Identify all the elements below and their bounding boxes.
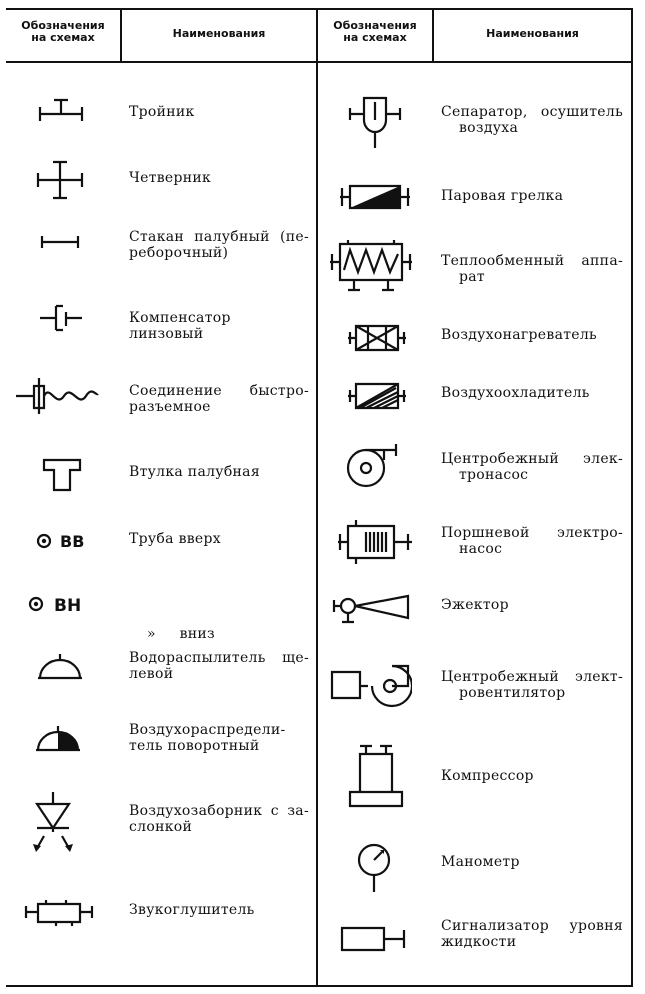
header-name-left: Наименования xyxy=(172,27,266,40)
table-bottom-border xyxy=(6,985,633,987)
heat-exchanger-icon xyxy=(328,236,414,298)
compressor-icon xyxy=(346,744,406,814)
left-name-1: Тройник xyxy=(129,104,195,120)
left-name-4: Компенсатор линзовый xyxy=(129,310,231,342)
level-alarm-icon xyxy=(340,920,412,962)
pipe-up-icon xyxy=(34,528,90,558)
air-cooler-icon xyxy=(346,378,408,418)
piston-pump-icon xyxy=(336,518,414,570)
left-name-5: Соединение быстро- разъемное xyxy=(129,383,309,415)
steam-heater-icon xyxy=(338,180,412,218)
right-name-10: Компрессор xyxy=(441,768,534,784)
air-intake-icon xyxy=(28,790,78,858)
header-symbol-left: Обозначения на схемах xyxy=(21,19,105,44)
left-name-7: Труба вверх xyxy=(129,531,221,547)
rotary-distributor-icon xyxy=(32,724,84,760)
header-symbol-right: Обозначения на схемах xyxy=(333,19,417,44)
right-name-4: Воздухонагреватель xyxy=(441,327,597,343)
deck-cup-icon xyxy=(38,230,82,258)
air-heater-icon xyxy=(346,320,408,360)
table-top-border xyxy=(6,8,633,10)
manometer-icon xyxy=(356,842,396,898)
left-name-8: » вниз xyxy=(147,626,215,642)
right-name-1: Сепаратор, осушитель воздуха xyxy=(441,104,623,136)
left-name-6: Втулка палубная xyxy=(129,464,260,480)
header-bottom-border xyxy=(6,61,633,63)
right-name-7: Поршневой электро- насос xyxy=(441,525,623,557)
right-name-2: Паровая грелка xyxy=(441,188,564,204)
table-right-border xyxy=(631,8,633,987)
centrifugal-fan-icon xyxy=(328,656,412,718)
left-name-11: Воздухозаборник с за- слонкой xyxy=(129,803,309,835)
left-name-10: Воздухораспредели- тель поворотный xyxy=(129,722,286,754)
left-name-12: Звукоглушитель xyxy=(129,902,255,918)
header-name-right: Наименования xyxy=(486,27,579,40)
right-name-12: Сигнализатор уровня жидкости xyxy=(441,918,623,950)
separator-icon xyxy=(348,92,402,154)
pipe-down-glyph: ВН xyxy=(54,596,82,616)
deck-sleeve-icon xyxy=(40,456,84,498)
left-name-3: Стакан палубный (пе- реборочный) xyxy=(129,229,309,261)
right-name-3: Теплообменный аппа- рат xyxy=(441,253,623,285)
right-name-6: Центробежный элек- тронасос xyxy=(441,451,623,483)
slot-sprayer-icon xyxy=(34,650,86,690)
left-name-9: Водораспылитель ще- левой xyxy=(129,650,309,682)
left-name-2: Четверник xyxy=(129,170,212,186)
lens-compensator-icon xyxy=(36,296,88,340)
silencer-icon xyxy=(24,896,96,932)
col-divider-center xyxy=(316,8,318,987)
right-name-11: Манометр xyxy=(441,854,520,870)
quick-connector-icon xyxy=(14,374,100,422)
ejector-icon xyxy=(332,592,416,632)
pipe-up-glyph: ВВ xyxy=(60,532,85,551)
cross-icon xyxy=(34,158,86,206)
centrifugal-pump-icon xyxy=(346,442,404,496)
tee-icon xyxy=(36,96,86,136)
pipe-down-icon xyxy=(24,590,88,622)
right-name-8: Эжектор xyxy=(441,597,509,613)
right-name-5: Воздухоохладитель xyxy=(441,385,590,401)
right-name-9: Центробежный элект- ровентилятор xyxy=(441,669,623,701)
